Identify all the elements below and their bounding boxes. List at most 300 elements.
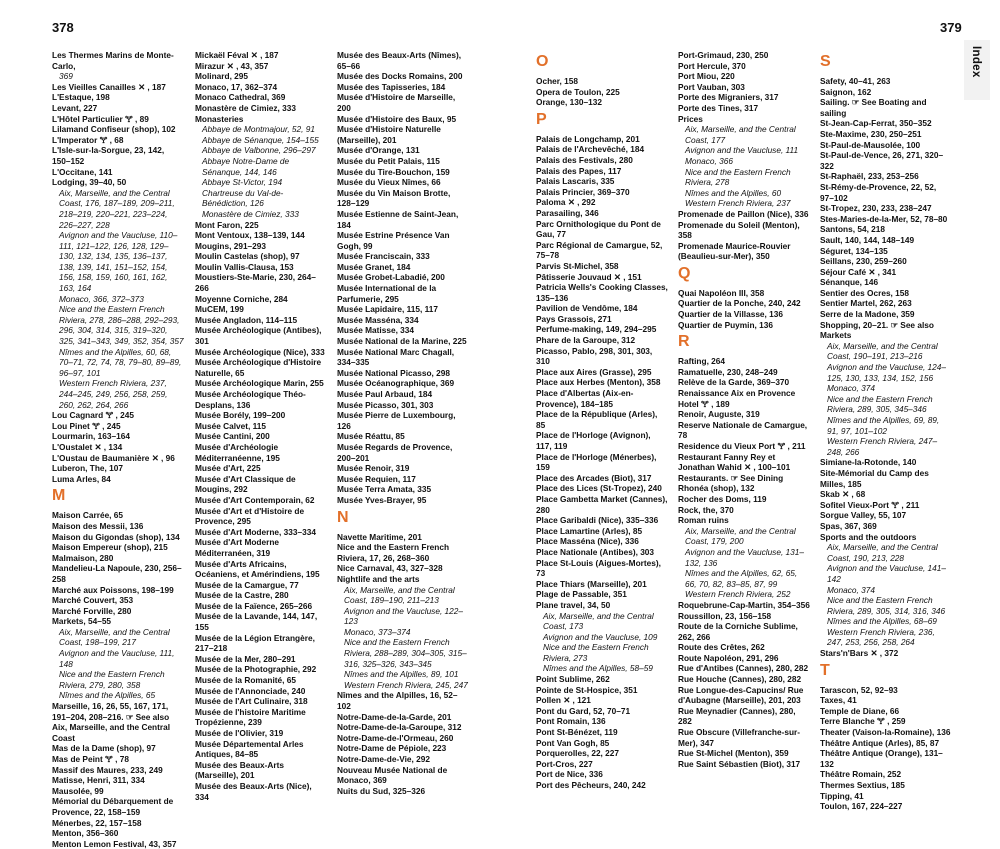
index-entry: Mémorial du Débarquement de Provence, 22, 158–159 [52,796,174,817]
index-entry: Musée d'Art Moderne, 333–334 [195,526,316,537]
index-subentry: Nîmes and the Alpilles, 60 [685,187,782,198]
index-subentry: Abbaye St-Victor, 194 [202,177,283,188]
index-entry: Moulin Vallis-Clausa, 153 [195,261,294,272]
index-entry: Menton, 356–360 [52,828,119,839]
index-entry: Notre-Dame-de-la-Garoupe, 312 [337,722,462,733]
index-entry: Rafting, 264 [678,356,726,367]
index-entry: Notre-Dame-de-l'Ormeau, 260 [337,732,454,743]
index-entry: Quartier de la Villasse, 136 [678,309,784,320]
index-entry: Rue Saint Sébastien (Biot), 317 [678,758,801,769]
index-entry: Residence du Vieux Port 🝖 , 211 [678,441,806,451]
index-subentry: Nîmes and the Alpilles, 89, 101 [344,669,459,680]
index-entry: Sofitel Vieux-Port 🝖 , 211 [820,499,920,510]
index-entry: Restaurants. ☞ See Dining [678,472,784,483]
index-entry: Port Hercule, 370 [678,60,746,71]
index-entry: Monaco Cathedral, 369 [195,92,286,103]
index-entry: Quartier de la Ponche, 240, 242 [678,298,801,309]
index-entry: Route de la Corniche Sublime, 262, 266 [678,621,798,642]
page-number-right: 379 [940,20,962,35]
index-entry: Nice Carnaval, 43, 327–328 [337,563,443,574]
index-entry: Notre-Dame-de-Vie, 292 [337,754,430,764]
index-subentry: Avignon and the Vaucluse, 124–125, 130, 133, 134, 152, 156 [827,362,947,383]
letter-heading: N [337,508,349,526]
index-entry: Mausolée, 99 [52,785,104,796]
index-subentry: Chartreuse du Val-de-Bénédiction, 126 [202,187,284,209]
index-entry: Place Lamartine (Arles), 85 [536,525,643,536]
index-entry: Ste-Maxime, 230, 250–251 [820,128,922,139]
index-subentry: Avignon and the Vaucluse, 131–132, 136 [685,546,805,568]
index-entry: Musée Estrine Présence Van Gogh, 99 [337,230,450,251]
index-entry: Séjour Café ✕ , 341 [820,266,897,277]
index-entry: Place Gambetta Market (Cannes), 280 [536,493,668,515]
index-entry: L'Oustalet ✕ , 134 [52,441,123,452]
index-entry: Luberon, The, 107 [52,463,123,474]
index-entry: Safety, 40–41, 263 [820,76,891,86]
index-entry: Musée Réattu, 85 [337,431,405,442]
index-entry: Porquerolles, 22, 227 [536,748,620,759]
index-entry: Musée de la Lavande, 144, 147, 155 [195,611,318,633]
index-entry: Moyenne Corniche, 284 [195,293,288,304]
index-subentry: Western French Riviera, 247–248, 266 [827,436,938,457]
index-subentry: Monaco, 366 [685,155,733,166]
index-entry: Roquebrune-Cap-Martin, 354–356 [678,599,810,610]
index-entry: Lou Cagnard 🝖 , 245 [52,410,134,421]
letter-heading: O [536,53,549,70]
index-entry: MuCEM, 199 [195,304,244,315]
index-entry: Musée d'Art et d'Histoire de Provence, 295 [195,505,305,527]
index-entry: Musée Masséna, 334 [337,314,419,325]
index-entry: Sports and the outdoors [820,531,917,542]
index-entry: St-Jean-Cap-Ferrat, 350–352 [820,118,932,129]
index-column-2 [195,50,327,802]
index-entry: Restaurant Fanny Rey et Jonathan Wahid ✕ , 100–101 [678,451,791,473]
index-entry: Port Vauban, 303 [678,81,745,92]
index-entry: Palais de Longchamp, 201 [536,133,640,144]
index-entry: Musée d'Art, 225 [195,463,261,474]
index-entry: Perfume-making, 149, 294–295 [536,324,657,335]
index-column-3 [337,50,469,796]
index-entry: Simiane-la-Rotonde, 140 [820,457,917,468]
index-entry: Palais Princier, 369–370 [536,186,630,197]
index-subentry: Nîmes and the Alpilles, 69, 89, 91, 97, 101–102 [827,415,940,436]
index-entry: Musée d'Archéologie Méditerranéenne, 195 [195,441,280,463]
index-entry: L'Occitane, 141 [52,166,113,177]
index-entry: Reserve Nationale de Camargue, 78 [678,419,808,441]
index-entry: Musée de l'Art Culinaire, 318 [195,696,308,707]
index-entry: Rue Meynadier (Cannes), 280, 282 [678,705,796,727]
index-entry: Musée Granet, 184 [337,261,411,272]
index-entry: St-Paul-de-Vence, 26, 271, 320–322 [820,150,944,171]
index-entry: Molinard, 295 [195,71,249,82]
index-entry: Rocher des Doms, 119 [678,493,767,504]
index-entry: Mas de Peint 🝖 , 78 [52,754,129,764]
index-entry: Maison du Gigondas (shop), 134 [52,531,180,542]
index-entry: L'Hôtel Particulier 🝖 , 89 [52,113,149,124]
index-entry: Rhonéa (shop), 132 [678,483,755,494]
index-entry: Musée Départemental Arles Antiques, 84–85 [195,738,304,760]
index-entry: Route Napoléon, 291, 296 [678,652,779,663]
index-entry: Musée Calvet, 115 [195,420,267,431]
index-entry: Saignon, 162 [820,86,872,97]
index-entry: Musée des Tapisseries, 184 [337,81,446,92]
index-entry: Pont St-Bénézet, 119 [536,727,618,738]
index-entry: Musée Renoir, 319 [337,463,410,474]
index-entry: Spas, 367, 369 [820,520,877,531]
index-entry: Port-Grimaud, 230, 250 [678,50,769,60]
index-entry: Mickaël Féval ✕ , 187 [195,50,279,60]
index-entry: Temple de Diane, 66 [820,705,900,716]
index-entry: Pointe de St-Hospice, 351 [536,684,638,695]
index-entry: Place des Lices (St-Tropez), 240 [536,483,662,494]
index-entry: Marché Couvert, 353 [52,595,134,606]
index-entry: Palais des Festivals, 280 [536,154,633,165]
index-entry: Musée International de la Parfumerie, 295 [337,283,437,304]
index-subentry: Nice and the Eastern French Riviera, 279, 280, 358 [59,669,165,690]
index-subentry: Aix, Marseille, and the Central Coast, 179, 200 [685,525,796,547]
index-entry: Relève de la Garde, 369–370 [678,377,790,388]
index-entry: Toulon, 167, 224–227 [820,801,903,812]
index-entry: Notre-Dame-de-la-Garde, 201 [337,711,452,722]
index-entry: Site-Mémorial du Camp des Milles, 185 [820,467,929,489]
index-entry: Les Thermes Marins de Monte-Carlo, [52,50,174,71]
letter-heading: Q [678,264,691,282]
index-column-5 [678,50,810,769]
index-entry: Place de l'Horloge (Avignon), 117, 119 [536,430,651,451]
index-subentry: Western French Riviera, 252 [685,589,791,600]
index-subentry: Avignon and the Vaucluse, 109 [543,631,658,642]
index-entry: Prices [678,113,703,124]
index-entry: Musée Pierre de Luxembourg, 126 [337,410,456,431]
index-subentry: Avignon and the Vaucluse, 111, 148 [59,648,175,669]
letter-heading: S [820,53,831,70]
index-subentry: Nîmes and the Alpilles, 65 [59,690,156,701]
index-entry: L'Isle-sur-la-Sorgue, 23, 142, 150–152 [52,145,165,166]
letter-heading: R [678,333,690,351]
index-entry: Musée Archéologique Théo-Desplans, 136 [195,389,306,410]
index-entry: Sentier des Ocres, 158 [820,287,910,298]
index-entry: Marché aux Poissons, 198–199 [52,584,174,595]
index-entry: Place aux Aires (Grasse), 295 [536,366,652,377]
index-entry: Place des Arcades (Biot), 317 [536,472,652,483]
index-subentry: Abbaye de Montmajour, 52, 91 [202,124,316,135]
index-entry: Musée Franciscain, 333 [337,251,430,262]
index-entry: Rue Obscure (Villefranche-sur-Mer), 347 [678,727,801,748]
index-entry: Picasso, Pablo, 298, 301, 303, 310 [536,345,653,367]
index-entry: Notre-Dame de Pépiole, 223 [337,743,447,754]
index-entry: Musée du Vieux Nîmes, 66 [337,177,441,188]
index-entry: Mougins, 291–293 [195,240,267,251]
index-entry: Parc Ornithologique du Pont de Gau, 77 [536,218,661,240]
index-entry: Pont du Gard, 52, 70–71 [536,705,631,716]
index-entry: Musée de l'Olivier, 319 [195,728,284,738]
index-entry: Mont Faron, 225 [195,219,259,230]
index-entry: Nightlife and the arts [337,573,420,584]
index-entry: Maison Empereur (shop), 215 [52,542,168,553]
index-entry: St-Tropez, 230, 233, 238–247 [820,203,932,214]
index-subentry: Western French Riviera, 236, 247, 253, 256, 258, 264 [827,626,935,648]
index-entry: Place d'Albertas (Aix-en-Provence), 184–185 [536,388,634,409]
index-subentry: Abbaye de Sénanque, 154–155 [202,134,319,145]
index-entry: Mandelieu-La Napoule, 230, 256–258 [52,563,182,584]
index-entry: Seillans, 230, 259–260 [820,256,907,267]
index-subentry: Monaco, 366, 372–373 [59,293,144,304]
index-entry: Rue d'Antibes (Cannes), 280, 282 [678,663,809,674]
index-entry: Musée Borély, 199–200 [195,410,286,421]
index-entry: Porte des Tines, 317 [678,102,759,113]
index-entry: L'Imperator 🝖 , 68 [52,134,124,145]
index-entry: Nouveau Musée National de Monaco, 369 [337,764,448,786]
index-subentry: Avignon and the Vaucluse, 110–111, 121–122, 126, 128, 129–130, 132, 134, 135, 136–137, 138, 139, 141, 151–152, 154, 156, 158, 159, 160, 161, 162, 163, 164 [59,230,178,294]
index-entry: Musée d'Histoire de Marseille, 200 [337,92,456,113]
index-entry: Moustiers-Ste-Marie, 230, 264–266 [195,272,316,294]
index-subentry: 369 [59,71,73,82]
index-entry: Paloma ✕ , 292 [536,197,596,208]
index-entry: Nîmes and the Alpilles, 16, 52–102 [337,690,458,712]
index-entry: Roman ruins [678,515,729,526]
index-entry: Place de l'Horloge (Ménerbes), 159 [536,451,657,473]
index-entry: Musée de la Romanité, 65 [195,675,296,686]
index-tab-label: Index [970,46,982,78]
index-subentry: Western French Riviera, 237, 244–245, 249, 256, 258, 259, 260, 262, 264, 266 [59,378,168,410]
index-entry: Place St-Louis (Aigues-Mortes), 73 [536,557,661,579]
index-entry: Phare de la Garoupe, 312 [536,335,636,346]
index-entry: Orange, 130–132 [536,97,602,108]
index-subentry: Western French Riviera, 237 [685,198,791,209]
index-subentry: Nice and the Eastern French Riviera, 278 [685,166,791,188]
index-entry: St-Rémy-de-Provence, 22, 52, 97–102 [820,181,937,203]
index-side-tab [964,40,990,100]
index-entry: Musée Paul Arbaud, 184 [337,389,433,399]
index-entry: Musée National de la Marine, 225 [337,336,467,347]
index-entry: Sailing. ☞ See Boating and sailing [820,97,927,118]
index-entry: Menton Lemon Festival, 43, 357 [52,838,177,849]
index-subentry: Aix, Marseille, and the Central Coast, 198–199, 217 [59,626,170,648]
index-entry: Maison Carrée, 65 [52,510,124,521]
index-entry: Musée du Petit Palais, 115 [337,155,440,166]
index-entry: Musée d'Art Moderne Méditerranéen, 319 [195,537,280,558]
index-entry: Matisse, Henri, 311, 334 [52,775,145,786]
index-entry: Promenade du Soleil (Menton), 358 [678,219,800,241]
index-entry: Malmaison, 280 [52,552,114,563]
index-entry: Sault, 140, 144, 148–149 [820,234,915,245]
index-entry: Musée Grobet-Labadié, 200 [337,272,445,283]
index-entry: Musée du Vin Maison Brotte, 128–129 [337,187,451,209]
index-entry: Lou Pinet 🝖 , 245 [52,420,121,431]
index-entry: L'Estaque, 198 [52,92,110,103]
index-entry: Marché Forville, 280 [52,605,132,616]
index-entry: Roussillon, 23, 156–158 [678,610,772,621]
index-subentry: Abbaye de Valbonne, 296–297 [202,145,316,156]
index-entry: Musée des Beaux-Arts (Nice), 334 [195,780,312,802]
index-entry: Rock, the, 370 [678,504,734,515]
index-entry: Theater (Vaison-la-Romaine), 136 [820,727,951,738]
index-entry: Palais de l'Archevêché, 184 [536,144,645,155]
index-column-4 [536,50,668,791]
index-subentry: Aix, Marseille, and the Central Coast, 177 [685,124,796,145]
index-entry: Musée National Picasso, 298 [337,367,450,378]
index-entry: Luma Arles, 84 [52,473,111,484]
index-entry: Sorgue Valley, 55, 107 [820,510,907,521]
index-entry: Quai Napoléon III, 358 [678,287,765,298]
index-subentry: Avignon and the Vaucluse, 122–123 [344,605,464,627]
index-entry: Mas de la Dame (shop), 97 [52,743,156,754]
index-subentry: Monaco, 374 [827,584,875,595]
index-entry: Rue Longue-des-Capucins/ Rue d'Aubagne (Marseille), 201, 203 [678,684,804,706]
index-entry: Renaissance Aix en Provence Hotel 🝖 , 189 [678,388,796,409]
index-entry: Thermes Sextius, 185 [820,780,905,790]
index-entry: Parvis St-Michel, 358 [536,260,619,271]
index-entry: Place aux Herbes (Menton), 358 [536,377,661,388]
index-entry: Musée de la Photographie, 292 [195,664,317,675]
index-subentry: Aix, Marseille, and the Central Coast, 189–190, 211–213 [344,584,455,606]
index-subentry: Nîmes and the Alpilles, 58–59 [543,663,653,674]
index-entry: Théâtre Romain, 252 [820,769,902,780]
index-entry: Pont Van Gogh, 85 [536,737,610,748]
index-entry: Pavilion de Vendôme, 184 [536,303,638,314]
index-entry: Stes-Maries-de-la-Mer, 52, 78–80 [820,213,948,224]
index-subentry: Aix, Marseille, and the Central Coast, 173 [543,610,654,632]
index-entry: Port Miou, 220 [678,71,735,82]
index-entry: Musée Archéologique d'Histoire Naturelle, 65 [195,357,322,378]
index-entry: Musée d'Arts Africains, Océaniens, et Amérindiens, 195 [195,558,320,580]
index-entry: Place Thiars (Marseille), 201 [536,578,647,589]
index-entry: Skab ✕ , 68 [820,489,866,500]
index-entry: Place Garibaldi (Nice), 335–336 [536,515,659,526]
index-entry: Pont Romain, 136 [536,716,606,727]
index-entry: Point Sublime, 262 [536,674,610,685]
letter-heading: T [820,661,830,679]
index-entry: Parasailing, 346 [536,207,599,218]
index-subentry: Avignon and the Vaucluse, 141–142 [827,563,947,584]
index-subentry: Nice and the Eastern French Riviera, 289, 305, 314, 316, 346 [827,595,946,616]
index-entry: Mont Ventoux, 138–139, 144 [195,230,305,241]
index-entry: Ramatuelle, 230, 248–249 [678,366,778,377]
index-entry: Musée Regards de Provence, 200–201 [337,441,453,463]
index-entry: Monaco, 17, 362–374 [195,81,278,92]
index-entry: Levant, 227 [52,102,98,113]
index-entry: Nuits du Sud, 325–326 [337,785,426,796]
index-entry: Musée Estienne de Saint-Jean, 184 [337,208,459,230]
index-entry: Markets, 54–55 [52,616,112,627]
index-entry: Musée Océanographique, 369 [337,378,455,389]
index-subentry: Monastère de Cimiez, 333 [202,208,299,219]
index-subentry: Nîmes and the Alpilles, 60, 68, 70–71, 72, 74, 78, 79–80, 89–89, 96–97, 101 [59,346,182,378]
index-entry: Musée Terra Amata, 335 [337,484,432,495]
index-column-6 [820,50,952,812]
index-entry: Lilamand Confiseur (shop), 102 [52,124,176,135]
index-entry: Musée de l'histoire Maritime Tropézienne, 239 [195,706,306,728]
index-entry: Taxes, 41 [820,695,857,706]
index-entry: Musée Yves-Brayer, 95 [337,494,427,505]
index-subentry: Monaco, 373–374 [344,626,411,637]
index-entry: Mirazur ✕ , 43, 357 [195,60,269,71]
letter-heading: M [52,487,66,505]
index-entry: Musée National Marc Chagall, 334–335 [337,346,455,368]
index-subentry: Aix, Marseille, and the Central Coast, 190, 213, 228 [827,542,938,563]
index-entry: Quartier de Puymin, 136 [678,319,773,330]
index-entry: Les Vieilles Canailles ✕ , 187 [52,81,166,92]
index-entry: Rue Houche (Cannes), 280, 282 [678,674,802,685]
index-entry: Monastère de Cimiez, 333 [195,102,296,113]
index-subentry: Abbaye Notre-Dame de Sénanque, 144, 146 [202,155,290,177]
index-entry: St-Raphaël, 233, 253–256 [820,171,919,182]
index-entry: Maison des Messii, 136 [52,520,144,531]
index-entry: Promenade Maurice-Rouvier (Beaulieu-sur-Mer), 350 [678,240,791,262]
index-entry: Musée de la Faïence, 265–266 [195,600,313,611]
index-entry: Sentier Martel, 262, 263 [820,298,912,309]
index-subentry: Nice and the Eastern French Riviera, 273 [543,642,649,663]
index-entry: Musée Angladon, 114–115 [195,314,298,325]
index-entry: Palais Lascaris, 335 [536,176,615,187]
index-subentry: Aix, Marseille, and the Central Coast, 190–191, 213–216 [827,340,938,362]
index-entry: Marseille, 16, 26, 55, 167, 171, 191–204, 208–216. ☞ See also Aix, Marseille, and the Central Coast [52,701,171,743]
index-entry: Lodging, 39–40, 50 [52,177,127,188]
index-subentry: Nîmes and the Alpilles, 68–69 [827,616,937,627]
letter-heading: P [536,110,547,128]
index-entry: Musée Requien, 117 [337,473,416,484]
index-subentry: Aix, Marseille, and the Central Coast, 176, 187–189, 209–211, 218–219, 220–221, 223–224, 226–227, 228 [59,187,175,230]
index-entry: Serre de la Madone, 359 [820,309,915,320]
index-entry: Port-Cros, 227 [536,758,593,769]
index-entry: Monasteries [195,113,244,124]
index-entry: Place Nationale (Antibes), 303 [536,546,655,557]
index-subentry: Nice and the Eastern French Riviera, 289, 305, 345–346 [827,393,933,415]
index-entry: Moulin Castelas (shop), 97 [195,251,300,262]
index-subentry: Avignon and the Vaucluse, 111 [685,145,799,156]
index-entry: Parc Régional de Camargue, 52, 75–78 [536,239,663,261]
index-entry: L'Oustau de Baumanière ✕ , 96 [52,452,175,463]
index-entry: Palais des Papes, 117 [536,165,622,176]
index-entry: Théâtre Antique (Orange), 131–132 [820,748,943,769]
index-column-1 [52,50,184,849]
index-entry: Musée d'Art Contemporain, 62 [195,494,315,505]
index-entry: Navette Maritime, 201 [337,531,422,542]
index-subentry: Monaco, 374 [827,383,875,394]
index-entry: Musée de la Mer, 280–291 [195,653,296,664]
index-entry: Port des Pêcheurs, 240, 242 [536,780,646,790]
index-entry: Sénanque, 146 [820,277,879,288]
index-entry: Rue St-Michel (Menton), 359 [678,748,789,759]
index-entry: Musée Archéologique Marin, 255 [195,378,324,389]
index-entry: Route des Crêtes, 262 [678,642,765,653]
index-entry: Musée des Beaux-Arts (Nîmes), 65–66 [337,50,462,71]
index-entry: Santons, 54, 218 [820,224,886,235]
index-subentry: Nice and the Eastern French Riviera, 288–289, 304–305, 315–316, 325–326, 343–345 [344,637,467,669]
index-entry: Musée d'Histoire des Baux, 95 [337,113,457,124]
index-entry: Musée de la Castre, 280 [195,590,289,601]
index-entry: Musée de la Légion Etrangère, 217–218 [195,632,315,654]
index-entry: Pâtisserie Jouvaud ✕ , 151 [536,271,642,282]
index-entry: Terre Blanche 🝖 , 259 [820,716,906,727]
index-entry: Tarascon, 52, 92–93 [820,684,898,695]
index-entry: Ménerbes, 22, 157–158 [52,817,142,828]
index-entry: Musée des Beaux-Arts (Marseille), 201 [195,759,284,781]
index-entry: Séguret, 134–135 [820,245,888,256]
index-entry: Plane travel, 34, 50 [536,599,611,610]
index-entry: Musée d'Art Classique de Mougins, 292 [195,473,296,495]
index-entry: Ocher, 158 [536,76,578,86]
index-entry: Musée d'Orange, 131 [337,145,420,156]
index-subentry: Nice and the Eastern French Riviera, 278, 286–288, 292–293, 296, 304, 314, 315, 319–320, 325, 341–343, 349, 352, 354, 357 [59,304,184,347]
index-entry: St-Paul-de-Mausolée, 100 [820,139,921,150]
index-entry: Promenade de Paillon (Nice), 336 [678,208,809,219]
index-entry: Musée Matisse, 334 [337,325,415,336]
index-entry: Musée de l'Annonciade, 240 [195,685,306,696]
index-entry: Shopping, 20–21. ☞ See also Markets [820,319,934,341]
index-entry: Place Masséna (Nice), 336 [536,536,639,547]
index-entry: Musée du Tire-Bouchon, 159 [337,166,450,177]
index-subentry: Western French Riviera, 245, 247 [344,679,468,690]
